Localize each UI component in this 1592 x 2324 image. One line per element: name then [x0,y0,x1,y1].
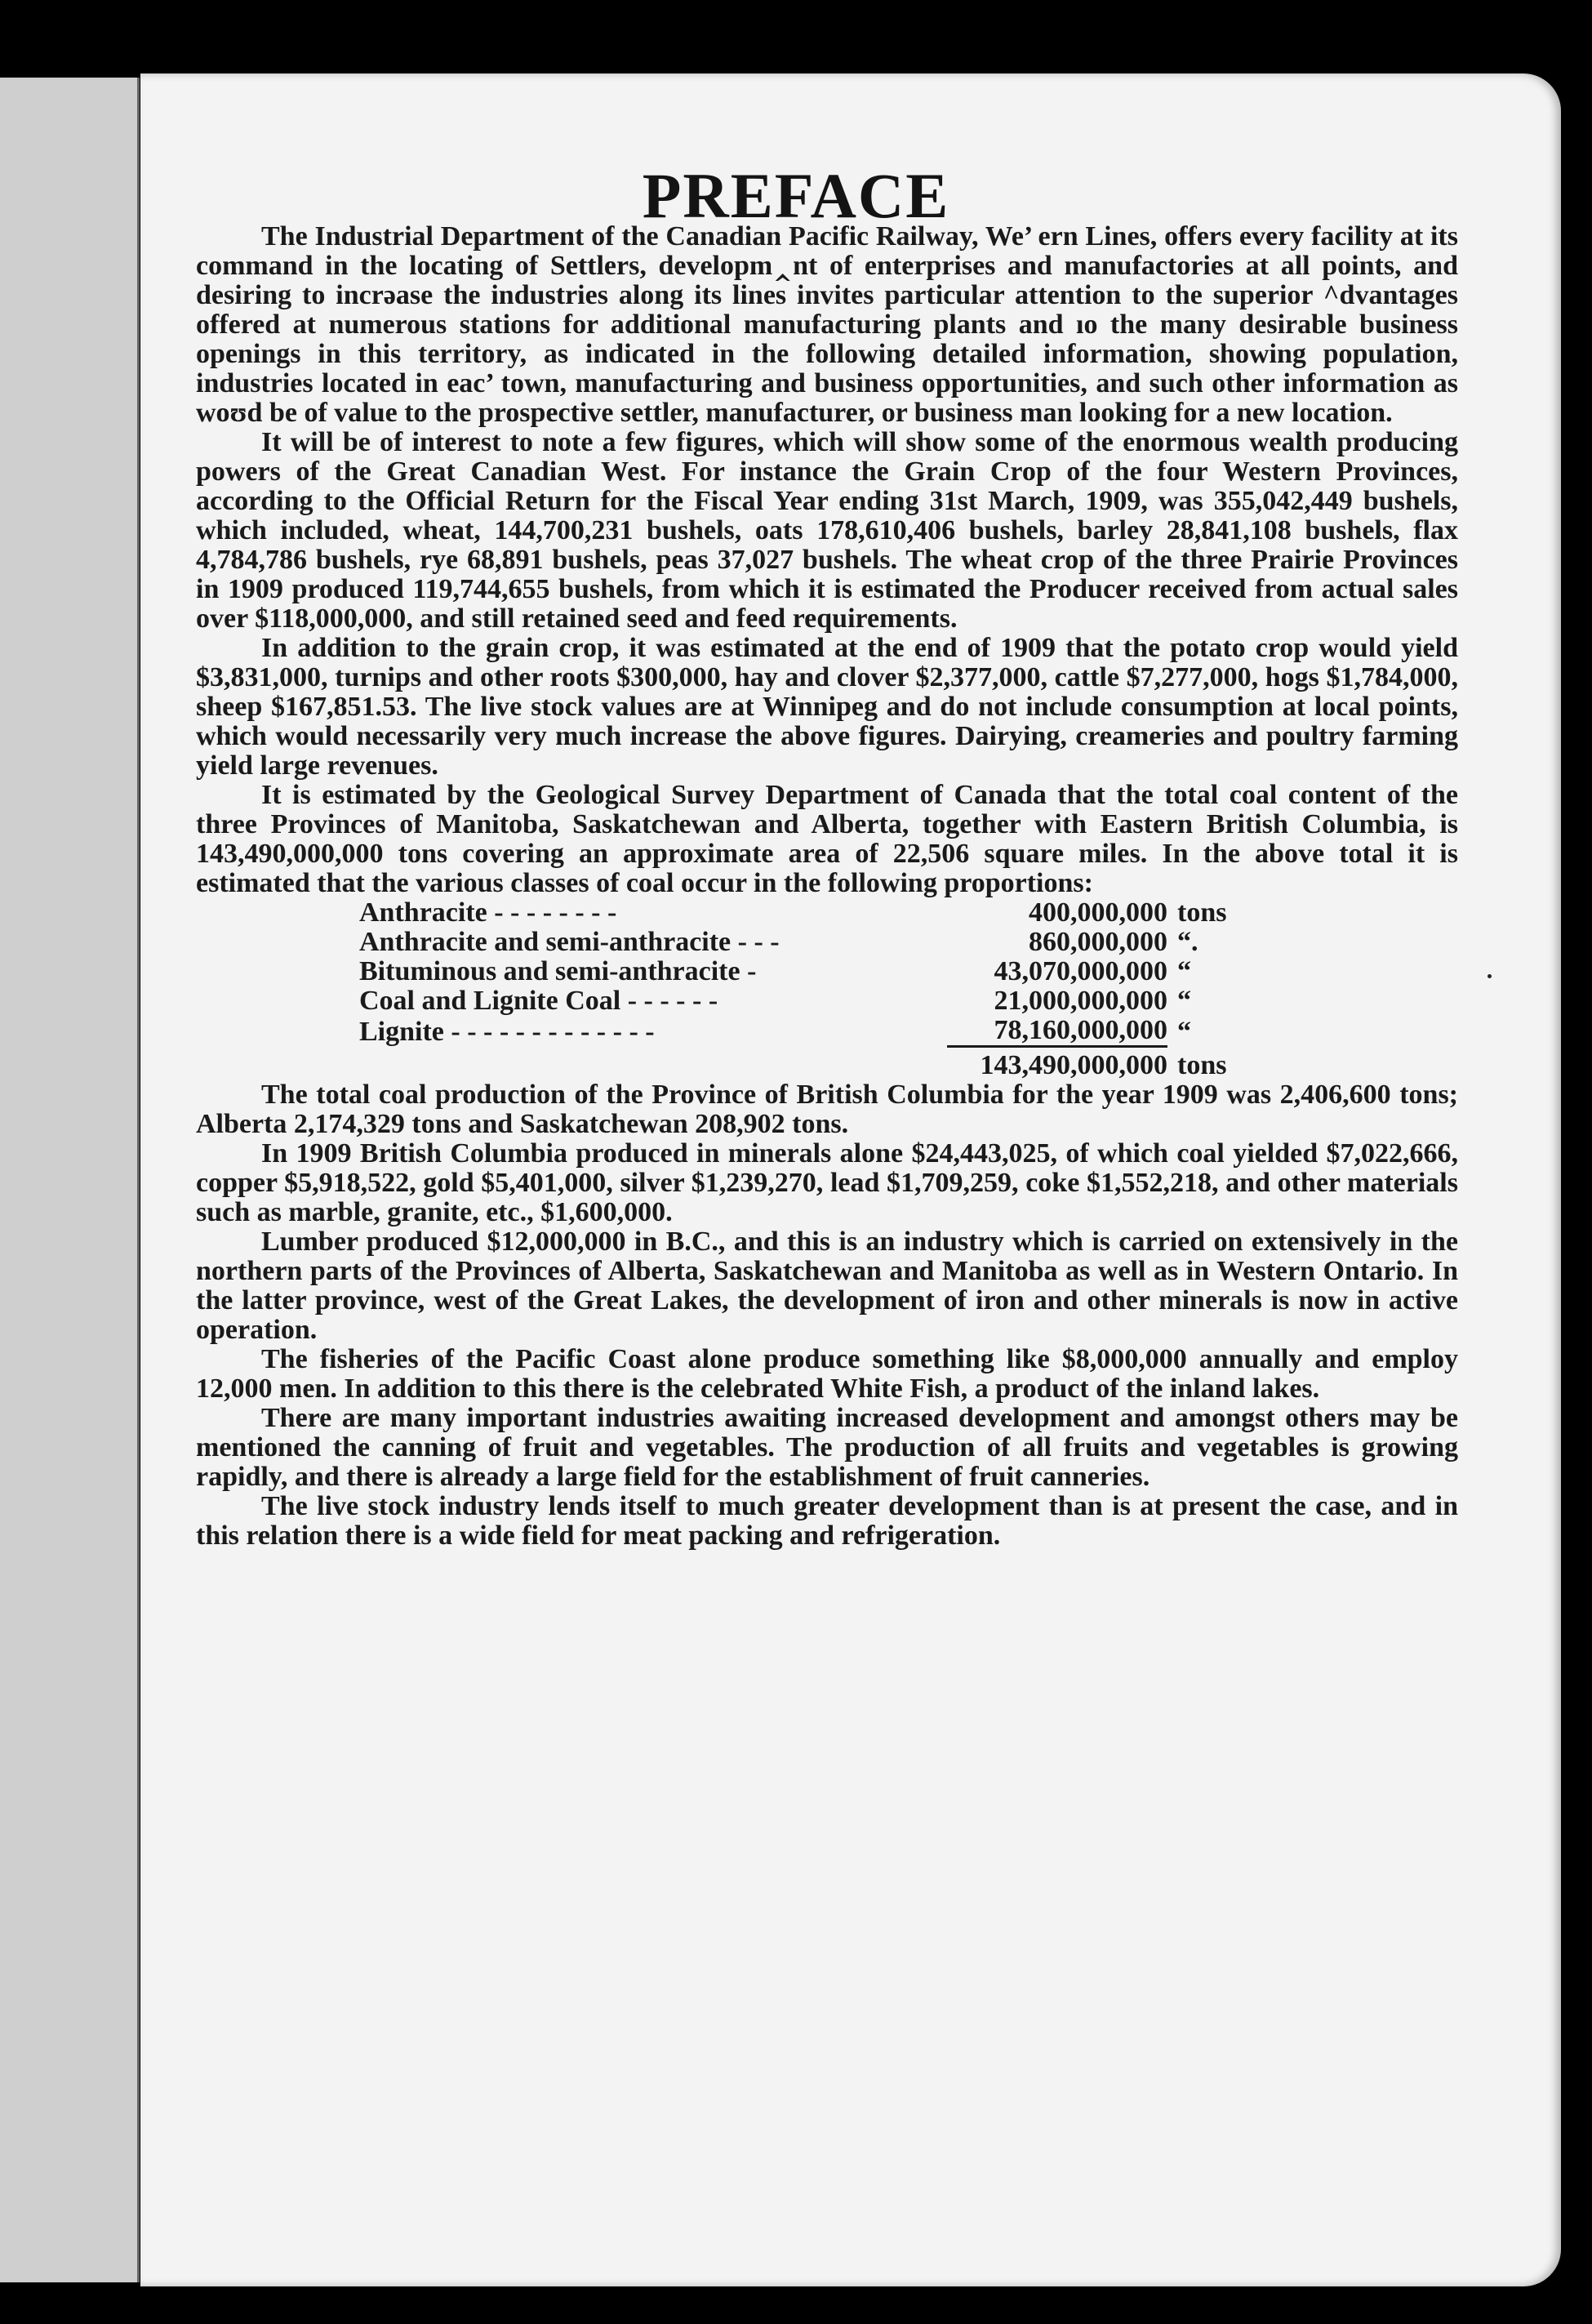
paragraph-industrial-department: The Industrial Department of the Canadian Pacific Railway, We’ ern Lines, offers every facility at its command in the locating of Settlers, developm‸nt of enterprises and manufactories at all points, and desiring to incrəase the industries along its lines invites particular attention to the superior ^dvantages offered at numerous stations for additional manufacturing plants and ıo the many desirable business openings in this territory, as indicated in the following detailed information, showing population, industries located in eac’ town, manufacturing and business opportunities, and such other information as woʊd be of value to the prospective settler, manufacturer, or business man looking for a new location. [196,221,1458,428]
coal-class: Anthracite - - - - - - - - [359,897,617,928]
adjacent-page-edge [0,78,140,2282]
paragraph-bc-minerals: In 1909 British Columbia produced in minerals alone $24,443,025, of which coal yielded $7,022,666, copper $5,918,522, gold $5,401,000, silver $1,239,270, lead $1,709,259, coke $1,552,218, and other materials such as marble, granite, etc., $1,600,000. [196,1138,1458,1227]
coal-unit: tons [1177,897,1227,928]
coal-total-unit: tons [1177,1050,1227,1080]
margin-speck [1487,974,1492,978]
table-total-row [359,1047,1265,1081]
paragraph-fisheries: The fisheries of the Pacific Coast alone produce something like $8,000,000 annually and employ 12,000 men. In addition to this there is the celebrated White Fish, a product of the inland lakes. [196,1344,1458,1404]
coal-unit: “ [1177,1016,1191,1047]
paragraph-coal-content: It is estimated by the Geological Survey Department of Canada that the total coal content of the three Provinces of Manitoba, Saskatchewan and Alberta, together with Eastern British Columbia, is 143,490,000,000 tons covering an approximate area of 22,506 square miles. In the above total it is estimated that the various classes of coal occur in the following proportions: [196,780,1458,898]
coal-total-amount: 143,490,000,000 [947,1047,1167,1081]
coal-unit: “ [1177,956,1191,986]
paragraph-grain-crop: It will be of interest to note a few figures, which will show some of the enormous wealth producing powers of the Great Canadian West. For instance the Grain Crop of the four Western Provinces, according to the Official Return for the Fiscal Year ending 31st March, 1909, was 355,042,449 bushels, which included, wheat, 144,700,231 bushels, oats 178,610,406 bushels, barley 28,841,108 bushels, flax 4,784,786 bushels, rye 68,891 bushels, peas 37,027 bushels. The wheat crop of the three Prairie Provinces in 1909 produced 119,744,655 bushels, from which it is estimated the Producer received from actual sales over $118,000,000, and still retained seed and feed requirements. [196,427,1458,634]
coal-class: Coal and Lignite Coal - - - - - - [359,986,718,1016]
coal-amount: 860,000,000 [1029,927,1167,957]
coal-class: Anthracite and semi-anthracite - - - [359,927,780,957]
coal-amount: 400,000,000 [1029,897,1167,928]
table-row [359,986,1265,1016]
page-title: PREFACE [642,160,950,231]
table-row [359,1016,1265,1047]
preface-body [196,222,1458,1551]
paragraph-canning: There are many important industries awaiting increased development and amongst others may be mentioned the canning of fruit and vegetables. The production of all fruits and vegetables is growing rapidly, and there is already a large field for the establishment of fruit canneries. [196,1403,1458,1492]
coal-unit: “ [1177,986,1191,1016]
coal-amount: 78,160,000,000 [994,1015,1167,1045]
coal-amount: 21,000,000,000 [994,986,1167,1016]
paragraph-lumber: Lumber produced $12,000,000 in B.C., and this is an industry which is carried on extensively in the northern parts of the Provinces of Alberta, Saskatchewan and Manitoba as well as in Western Ontario. In the latter province, west of the Great Lakes, the development of iron and other minerals is now in active operation. [196,1227,1458,1345]
table-row [359,957,1265,986]
coal-proportions-table [359,898,1265,1080]
paragraph-potato-livestock: In addition to the grain crop, it was estimated at the end of 1909 that the potato crop would yield $3,831,000, turnips and other roots $300,000, hay and clover $2,377,000, cattle $7,277,000, hogs $1,784,000, sheep $167,851.53. The live stock values are at Winnipeg and do not include consumption at local points, which would necessarily very much increase the above figures. Dairying, creameries and poultry farming yield large revenues. [196,633,1458,781]
paragraph-bc-coal-production: The total coal production of the Province of British Columbia for the year 1909 was 2,406,600 tons; Alberta 2,174,329 tons and Saskatchewan 208,902 tons. [196,1080,1458,1139]
table-row [359,928,1265,957]
table-row [359,898,1265,928]
coal-class: Bituminous and semi-anthracite - [359,956,757,986]
coal-unit: “. [1177,927,1198,957]
coal-class: Lignite - - - - - - - - - - - - - [359,1016,655,1047]
coal-amount: 43,070,000,000 [994,956,1167,986]
paragraph-live-stock: The live stock industry lends itself to much greater development than is at present the case, and in this relation there is a wide field for meat packing and refrigeration. [196,1491,1458,1551]
